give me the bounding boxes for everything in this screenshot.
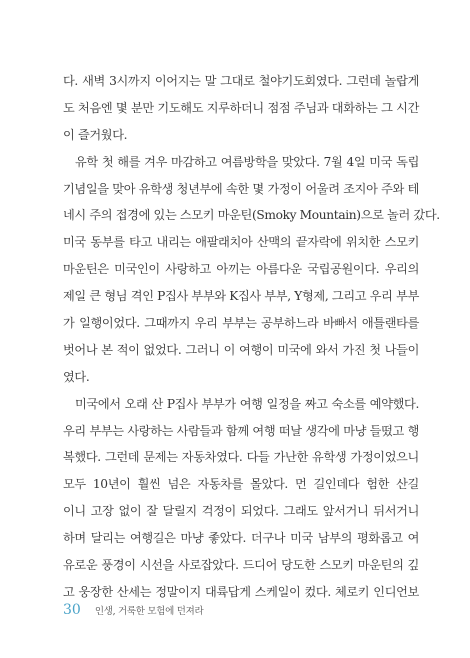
paragraph — [63, 391, 419, 606]
text-line: 네시 주의 접경에 있는 스모키 마운틴(Smoky Mountain)으로 놀러 갔다. — [63, 208, 440, 223]
text-line: 가 일행이었다. 그때까지 우리 부부는 공부하느라 바빠서 애틀랜타를 — [63, 316, 419, 331]
page-footer — [63, 602, 203, 618]
text-line: 우리 부부는 사랑하는 사람들과 함께 여행 떠날 생각에 마냥 들떴고 행 — [63, 423, 419, 438]
text-line: 미국에서 오래 산 P집사 부부가 여행 일정을 짜고 숙소를 예약했다. — [75, 396, 419, 411]
text-line: 고 웅장한 산세는 정말이지 대륙답게 스케일이 컸다. 체로키 인디언보 — [63, 584, 419, 599]
text-line: 유로운 풍경이 시선을 사로잡았다. 드디어 당도한 스모키 마운틴의 깊 — [63, 558, 419, 573]
text-line: 유학 첫 해를 겨우 마감하고 여름방학을 맞았다. 7월 4일 미국 독립 — [75, 154, 419, 169]
text-line: 이 즐거웠다. — [63, 127, 128, 142]
text-line: 제일 큰 형님 격인 P집사 부부와 K집사 부부, Y형제, 그리고 우리 부부 — [63, 289, 419, 304]
text-line: 마운틴은 미국인이 사랑하고 아끼는 아름다운 국립공원이다. 우리의 — [63, 262, 419, 277]
text-line: 복했다. 그런데 문제는 자동차였다. 다들 가난한 유학생 가정이었으니 — [63, 450, 419, 465]
page-number: 30 — [63, 602, 81, 618]
text-line: 기념일을 맞아 유학생 청년부에 속한 몇 가정이 어울려 조지아 주와 테 — [63, 181, 419, 196]
text-line: 하며 달리는 여행길은 마냥 좋았다. 더구나 미국 남부의 평화롭고 여 — [63, 531, 419, 546]
text-line: 도 처음엔 몇 분만 기도해도 지루하더니 점점 주님과 대화하는 그 시간 — [63, 100, 419, 115]
text-line: 모두 10년이 훨씬 넘은 자동차를 몰았다. 먼 길인데다 험한 산길 — [63, 477, 419, 492]
text-line: 다. 새벽 3시까지 이어지는 말 그대로 철야기도회였다. 그런데 놀랍게 — [63, 74, 419, 88]
text-line: 미국 동부를 타고 내리는 애팔래치아 산맥의 끝자락에 위치한 스모키 — [63, 235, 419, 250]
paragraph — [63, 68, 419, 149]
text-line: 이니 고장 없이 잘 달릴지 걱정이 되었다. 그래도 앞서거니 뒤서거니 — [63, 504, 419, 519]
paragraph — [63, 149, 440, 391]
body-text — [63, 68, 440, 606]
text-line: 벗어나 본 적이 없었다. 그러니 이 여행이 미국에 와서 가진 첫 나들이 — [63, 342, 419, 357]
text-line: 였다. — [63, 369, 90, 384]
running-title: 인생, 거룩한 모험에 던져라 — [94, 606, 204, 617]
